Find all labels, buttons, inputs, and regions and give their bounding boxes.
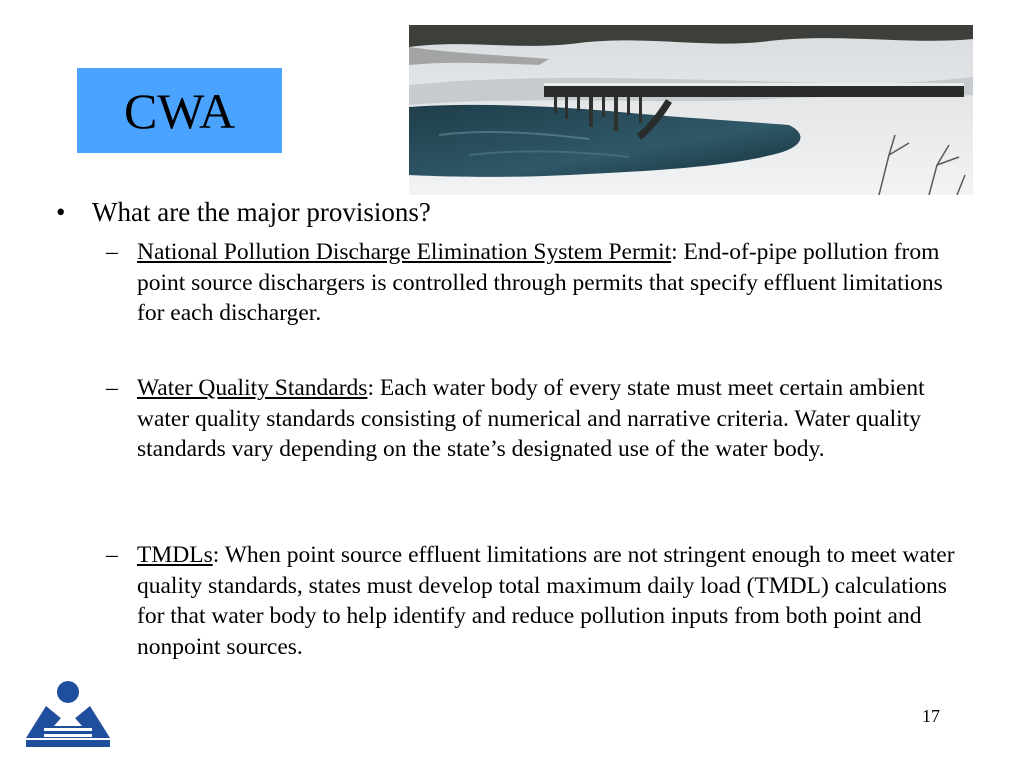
title-box [77,68,282,153]
bullet-marker: • [56,197,66,227]
page-number: 17 [922,706,940,726]
text-tmdl: : When point source effluent limitations are not stringent enough to meet water quality standards, states must develop total maximum daily load (TMDL) calculations for that water body to help identify and reduce pollution inputs from both point and nonpoint sources. [137,542,955,660]
main-bullet-text: What are the major provisions? [92,197,431,227]
dash-marker: – [106,542,118,568]
term-npdes: National Pollution Discharge Elimination System Permit [137,239,672,265]
snowy-creek-photo [409,25,973,195]
term-tmdl: TMDLs [137,542,213,568]
text-wqs: : Each water body of every state must meet certain ambient water quality standards consisting of numerical and narrative criteria. Water quality standards vary depending on the state’s designated use of the water body. [137,375,925,462]
term-wqs: Water Quality Standards [137,375,368,401]
slide-title: CWA [123,82,236,139]
agency-logo-icon [24,680,114,750]
dash-marker: – [106,239,118,265]
text-npdes: : End-of-pipe pollution from point source dischargers is controlled through permits that specify effluent limitations for each discharger. [137,239,943,326]
dash-marker: – [106,375,118,401]
